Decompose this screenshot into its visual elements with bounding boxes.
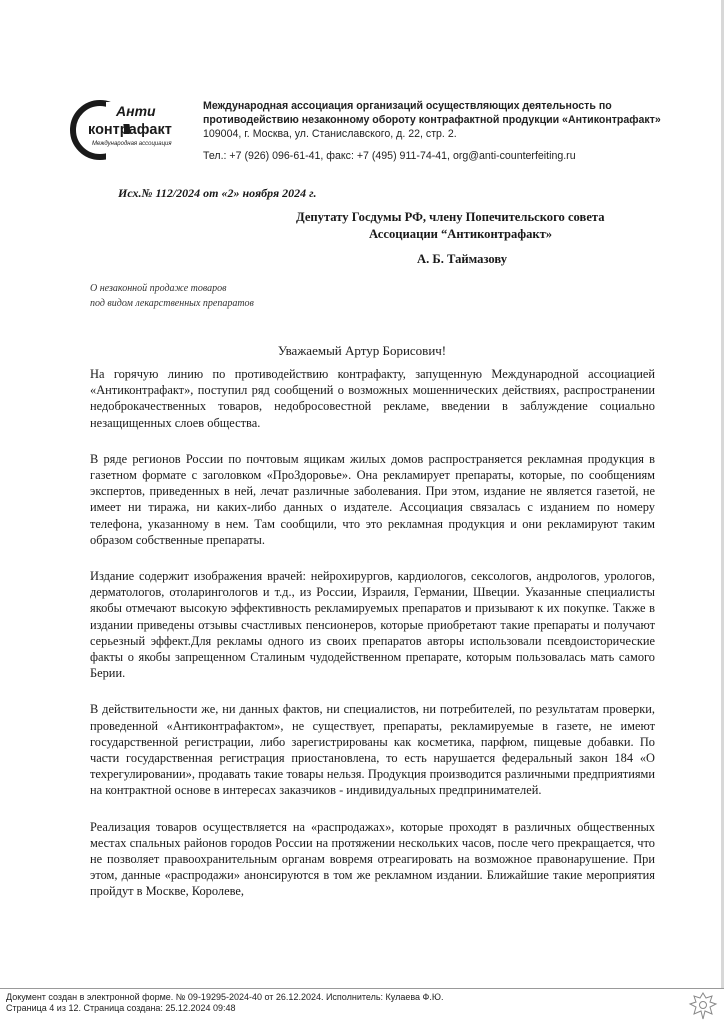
organization-address: 109004, г. Москва, ул. Станиславского, д. 22, стр. 2. (203, 128, 457, 140)
subject-line2: под видом лекарственных препаратов (90, 298, 254, 309)
organization-header (203, 99, 703, 163)
organization-name: Международная ассоциация организаций осуществляющих деятельность по противодействию незаконному обороту контрафактной продукции «Антиконтрафакт» (203, 100, 661, 126)
body-paragraph: В действительности же, ни данных фактов, ни специалистов, ни потребителей, по результатам проверки, проведенной «Антиконтрафактом», не существует, препараты, рекламируемые в газете, не имеют государственной регистрации, либо зарегистрированы как косметика, парфюм, пищевые добавки. По части государственная регистрация приостановлена, то есть нарушается федеральный закон 184 «О техрегулировании», продавать такие товары нельзя. Продукция производится различными предприятиями на контрактной основе в интересах заказчиков - индивидуальных предпринимателей. (90, 702, 655, 798)
recipient-line1: Депутату Госдумы РФ, члену Попечительского совета (296, 210, 605, 224)
outgoing-reference: Исх.№ 112/2024 от «2» ноября 2024 г. (118, 186, 317, 200)
letter-subject (90, 281, 310, 311)
salutation: Уважаемый Артур Борисович! (277, 343, 447, 358)
body-paragraph: Издание содержит изображения врачей: нейрохирургов, кардиологов, сексологов, андрологов, урологов, дерматологов, отоларингологов и т.д., из России, Израиля, Германии, Швеции. Указанные специалисты якобы отмечают высокую эффективность рекламируемых препаратов и призывают к их покупке. Также в издании приведены отзывы счастливых пенсионеров, которые приобретают такие препараты и получают серьезный эффект.Для рекламы одного из своих препаратов авторы использовали псевдоисторические факты о якобы запрещенном Сталиным чудодейственном препарате, которым пользовалась мать самого Берии. (90, 569, 655, 681)
organization-contacts: Тел.: +7 (926) 096-61-41, факс: +7 (495) 911-74-41, org@anti-counterfeiting.ru (203, 150, 576, 162)
body-paragraph: В ряде регионов России по почтовым ящикам жилых домов распространяется рекламная продукция в газетном формате с заголовком «ПроЗдоровье». Она рекламирует препараты, которые, по сообщениям экспертов, приведенных в ней, лечат различные заболевания. При этом, издание не является газетой, не имеет ни тиража, ни каких-либо данных о издателе. Ассоциация связалась с изданием по номеру телефона, указанному в нем. Там сообщили, что это рекламная продукция и они рекламируют таким образом собственные препараты. (90, 451, 655, 547)
footer-line2: Страница 4 из 12. Страница создана: 25.12.2024 09:48 (6, 1003, 236, 1013)
logo-line1: Анти (116, 103, 156, 119)
recipient-block (296, 209, 656, 243)
body-paragraph: На горячую линию по противодействию контрафакту, запущенную Международной ассоциацией «Антиконтрафакт», поступил ряд сообщений о возможных мошеннических действиях, распространении недоброкачественных товаров, недобросовестной рекламе, введении в заблуждение социально незащищенных слоев общества. (90, 367, 655, 430)
footer-divider (0, 988, 724, 989)
logo-line3: Международная ассоциация (92, 141, 172, 147)
recipient-name: А. Б. Таймазову (417, 252, 508, 266)
logo-line2: контрафакт (88, 122, 172, 138)
subject-line1: О незаконной продаже товаров (90, 283, 227, 294)
anticontrafakt-logo-icon (70, 94, 196, 164)
body-paragraph: Реализация товаров осуществляется на «распродажах», которые проходят в различных общественных местах спальных районов городов России на протяжении нескольких часов, после чего прекращается, что не позволяет правоохранительным органам вовремя отреагировать на возможное правонарушение. При этом, данные «распродажи» анонсируются в том же рекламном издании. Ближайшие такие мероприятия пройдут в Москве, Королеве, (90, 819, 655, 899)
recipient-line2: Ассоциации “Антиконтрафакт» (369, 227, 553, 241)
footer-line1: Документ создан в электронной форме. № 09-19295-2024-40 от 26.12.2024. Исполнитель: Кулаева Ф.Ю. (6, 992, 444, 1002)
coat-of-arms-emblem-icon (688, 990, 718, 1022)
document-footer (6, 992, 666, 1014)
letter-body (90, 366, 655, 913)
